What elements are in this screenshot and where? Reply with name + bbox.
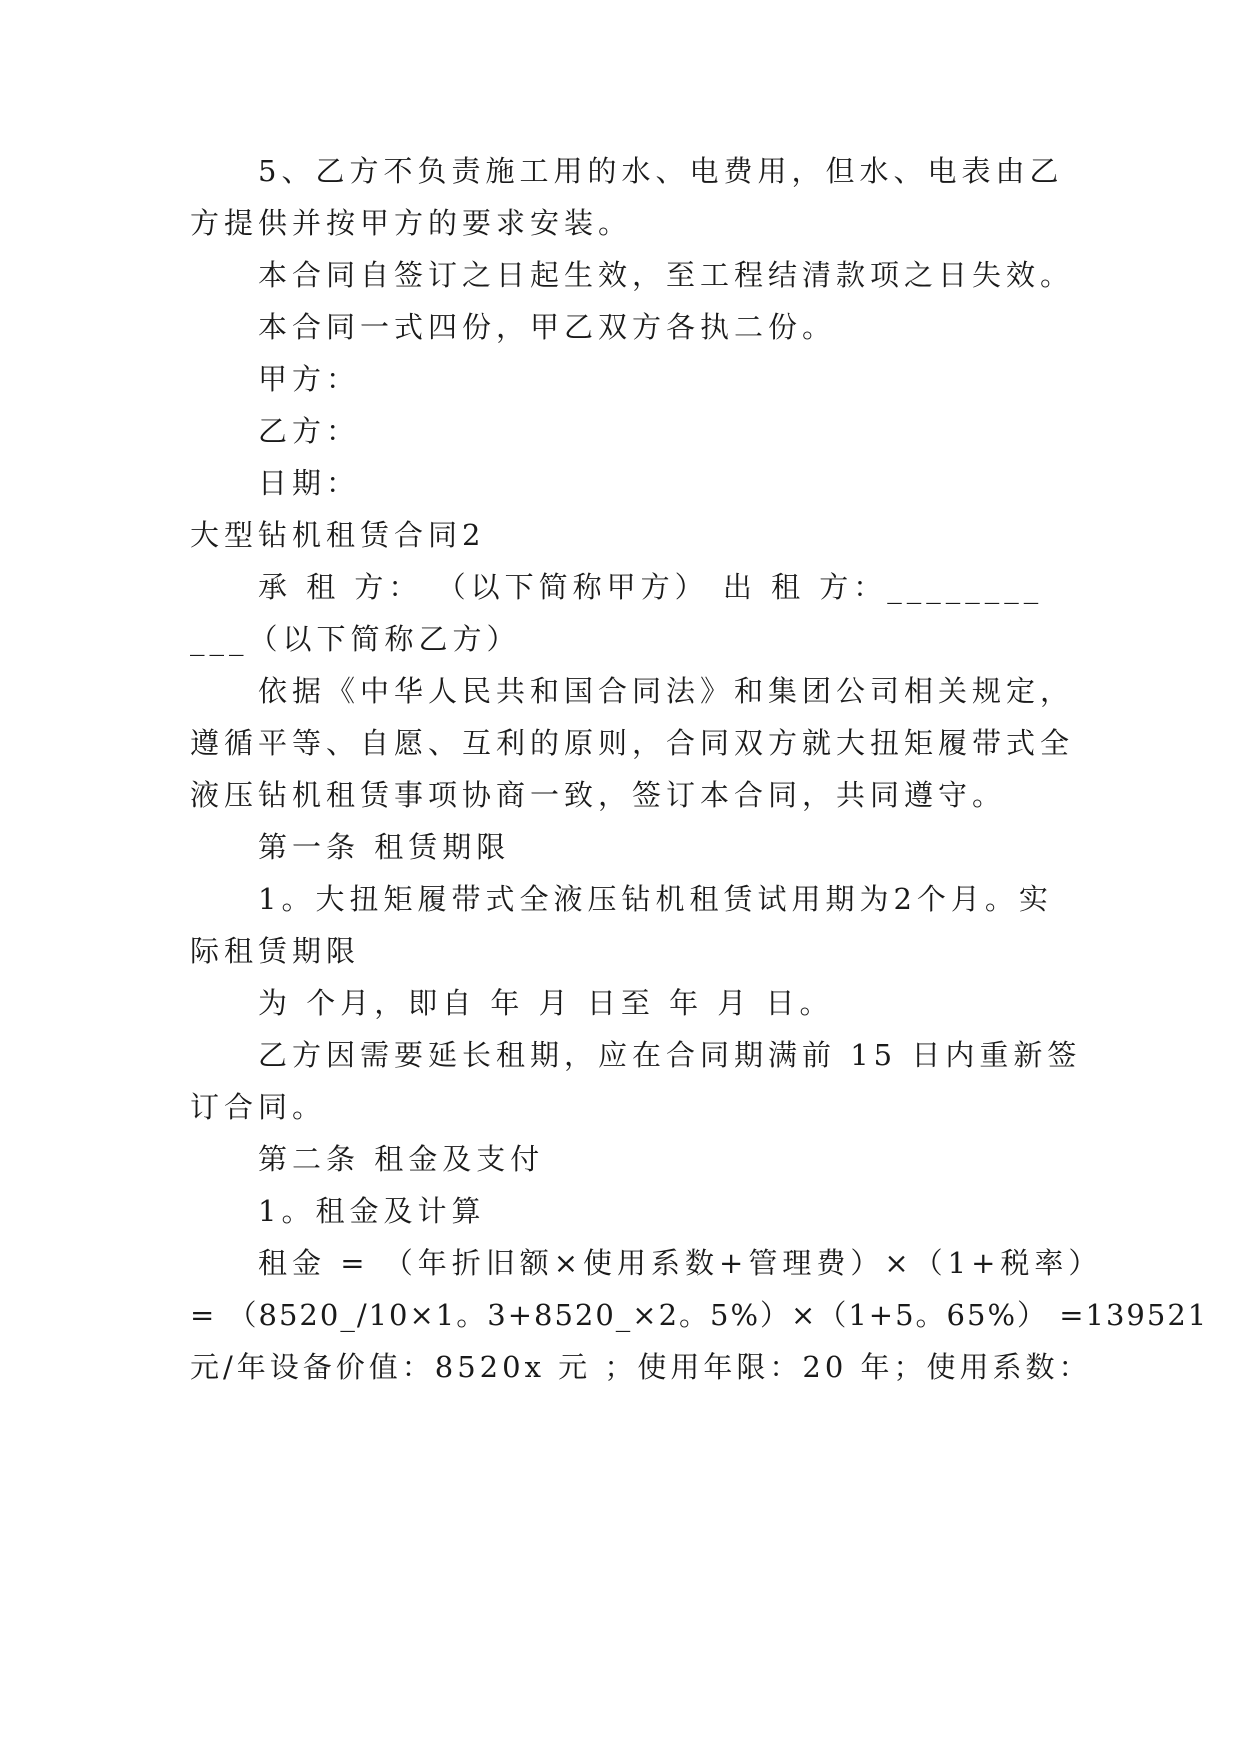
preamble-line2: 遵循平等、自愿、互利的原则，合同双方就大扭矩履带式全: [190, 726, 1075, 760]
article-1-item1-line2: 际租赁期限: [190, 934, 361, 968]
preamble-line1: 依据《中华人民共和国合同法》和集团公司相关规定，: [258, 674, 1075, 708]
paragraph-item5-line1: 5、乙方不负责施工用的水、电费用，但水、电表由乙: [258, 154, 1064, 188]
paragraph-item5-line2: 方提供并按甲方的要求安装。: [190, 206, 633, 240]
preamble-line3: 液压钻机租赁事项协商一致，签订本合同，共同遵守。: [190, 778, 1007, 812]
rent-formula-line1: 租金 = （年折旧额×使用系数+管理费）×（1+税率）: [258, 1246, 1103, 1280]
signature-date: 日期：: [258, 466, 361, 500]
paragraph-copies: 本合同一式四份，甲乙双方各执二份。: [258, 310, 837, 344]
article-2-heading: 第二条 租金及支付: [258, 1142, 545, 1176]
paragraph-effective: 本合同自签订之日起生效，至工程结清款项之日失效。: [258, 258, 1075, 292]
article-1-extension-line1: 乙方因需要延长租期，应在合同期满前 15 日内重新签: [258, 1038, 1082, 1072]
signature-party-a: 甲方：: [258, 362, 361, 396]
rent-formula-line2: = （8520_/10×1。3+8520_×2。5%）×（1+5。65%） =139521: [190, 1298, 1209, 1332]
document-title: 大型钻机租赁合同2: [190, 518, 486, 552]
article-2-item1: 1。租金及计算: [258, 1194, 486, 1228]
parties-line1: 承 租 方： （以下简称甲方） 出 租 方：________: [258, 570, 1044, 604]
parties-line2: ___（以下简称乙方）: [190, 622, 521, 656]
article-1-period: 为 个月，即自 年 月 日至 年 月 日。: [258, 986, 834, 1020]
article-1-heading: 第一条 租赁期限: [258, 830, 511, 864]
signature-party-b: 乙方：: [258, 414, 361, 448]
article-1-extension-line2: 订合同。: [190, 1090, 327, 1124]
article-1-item1-line1: 1。大扭矩履带式全液压钻机租赁试用期为2个月。实: [258, 882, 1053, 916]
rent-formula-line3: 元/年设备价值：8520x 元 ；使用年限：20 年；使用系数：: [190, 1350, 1092, 1384]
